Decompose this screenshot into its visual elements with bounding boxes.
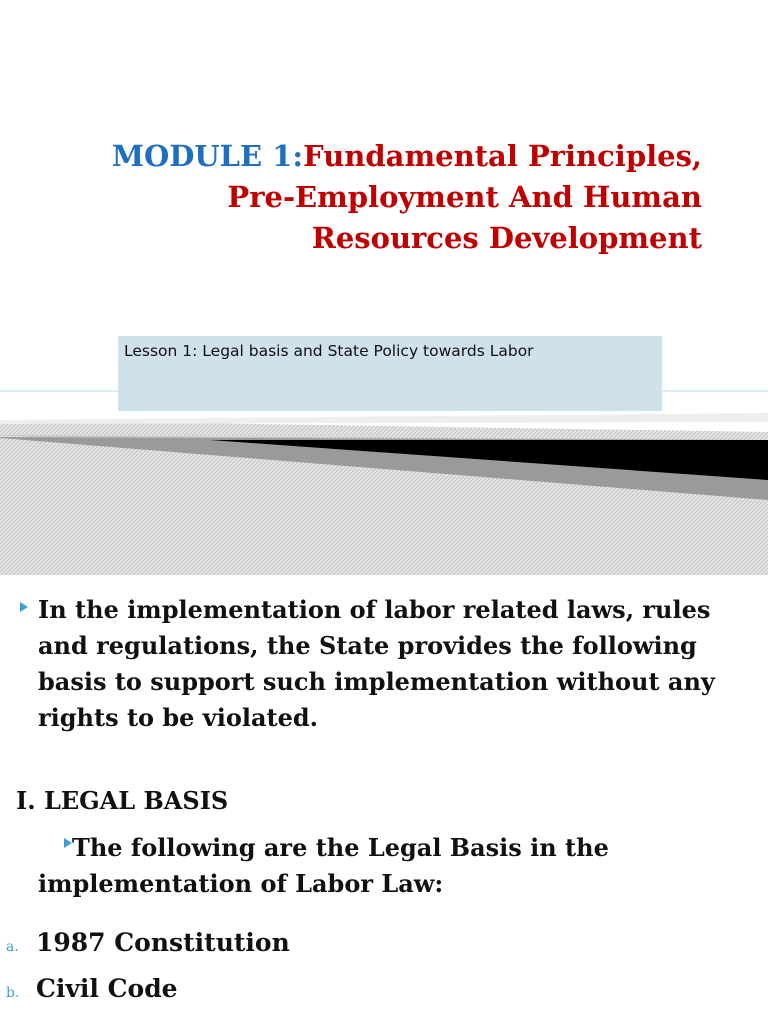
intro-bullet: In the implementation of labor related laws, rules and regulations, the State provides the following basis to support such implementation without any rights to be violated. (38, 595, 715, 732)
list-text: Civil Code (36, 974, 178, 1003)
module-name: Fundamental Principles, Pre-Employment And Human Resources Development (227, 139, 702, 255)
list-marker: b. (6, 985, 20, 1001)
module-title (60, 136, 702, 259)
bullet-arrow-icon (20, 602, 28, 612)
legal-basis-bullet (38, 830, 718, 902)
module-prefix: MODULE 1: (111, 139, 304, 173)
list-item (6, 974, 178, 1003)
list-text: 1987 Constitution (36, 928, 290, 957)
legal-basis-text: The following are the Legal Basis in the implementation of Labor Law: (38, 833, 609, 898)
section-heading: I. LEGAL BASIS (16, 786, 229, 815)
lesson-subtitle: Lesson 1: Legal basis and State Policy towards Labor (118, 336, 662, 411)
list-item (6, 928, 290, 957)
list-marker: a. (6, 939, 19, 955)
